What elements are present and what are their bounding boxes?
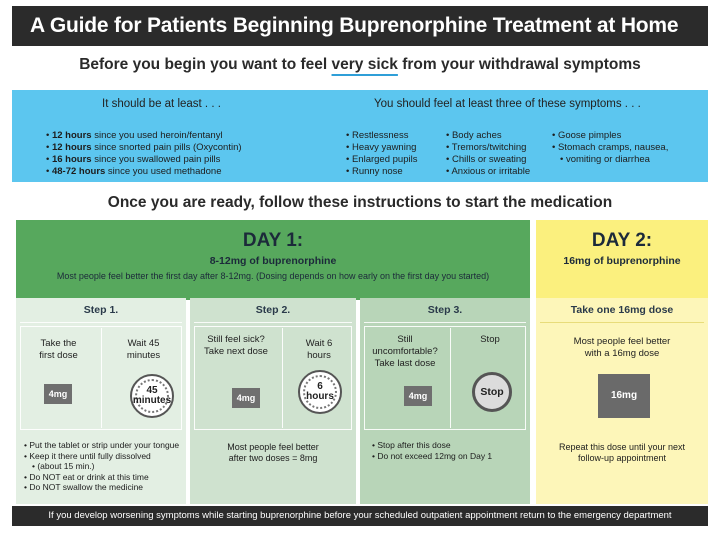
step3-column <box>360 298 530 504</box>
emergency-footer: If you develop worsening symptoms while starting buprenorphine before your scheduled outpatient appointment return to the emergency department <box>12 506 708 526</box>
symptom-item: • Heavy yawning <box>346 142 446 154</box>
step1-heading: Step 1. <box>83 304 119 316</box>
timing-item: • 48-72 hours since you used methadone <box>46 166 346 178</box>
clock-icon: 6 hours <box>298 370 342 414</box>
dose-4mg-pill: 4mg <box>232 388 260 408</box>
dose-4mg-pill: 4mg <box>44 384 72 404</box>
step3-instructions <box>372 440 532 461</box>
symptoms-col2 <box>446 130 556 178</box>
symptom-item: • Goose pimples <box>552 130 702 142</box>
symptom-item: • Restlessness <box>346 130 446 142</box>
timing-item: • 12 hours since snorted pain pills (Oxycontin) <box>46 142 346 154</box>
step1-wait-label: Wait 45 minutes <box>126 338 161 361</box>
page-title: A Guide for Patients Beginning Buprenorphine Treatment at Home <box>12 6 708 46</box>
day2-subtitle: 16mg of buprenorphine <box>563 255 681 267</box>
step1-take-label: Take the first dose <box>39 338 78 361</box>
step2-note: Most people feel better after two doses = 8mg <box>227 442 319 463</box>
day1-note: Most people feel better the first day after 8-12mg. (Dosing depends on how early on the first day you started) <box>56 271 490 281</box>
symptom-item: • vomiting or diarrhea <box>552 154 702 166</box>
day2-column <box>536 298 708 504</box>
day2-feel-label: Most people feel better with a 16mg dose <box>573 336 671 359</box>
follow-heading: Once you are ready, follow these instructions to start the medication <box>107 194 613 211</box>
divider <box>540 322 704 323</box>
step2-take-label: Still feel sick? Take next dose <box>204 334 268 357</box>
day2-repeat-note: Repeat this dose until your next follow-up appointment <box>558 442 686 463</box>
step2-column <box>190 298 356 504</box>
stop-sign-icon: Stop <box>472 372 512 412</box>
before-emphasis: very sick <box>331 56 398 73</box>
divider <box>20 322 182 323</box>
divider <box>364 322 526 323</box>
instruction-item: • Keep it there until fully dissolved <box>24 451 184 462</box>
symptom-item: • Tremors/twitching <box>446 142 556 154</box>
symptoms-col3 <box>552 130 702 166</box>
instruction-item: • Do NOT swallow the medicine <box>24 482 184 493</box>
instruction-item: • Do not exceed 12mg on Day 1 <box>372 451 532 462</box>
dose-16mg-pill: 16mg <box>598 374 650 418</box>
instruction-item: • Do NOT eat or drink at this time <box>24 472 184 483</box>
day1-title: DAY 1: <box>242 230 304 251</box>
timing-item: • 12 hours since you used heroin/fentanyl <box>46 130 346 142</box>
symptom-item: • Chills or sweating <box>446 154 556 166</box>
instruction-item: • Stop after this dose <box>372 440 532 451</box>
instruction-item: • Put the tablet or strip under your tongue <box>24 440 184 451</box>
instruction-item: • (about 15 min.) <box>24 461 184 472</box>
step1-column <box>16 298 186 504</box>
step1-instructions <box>24 440 184 493</box>
step3-take-label: Still uncomfortable? Take last dose <box>372 334 438 369</box>
day1-banner <box>16 220 530 300</box>
timing-item: • 16 hours since you swallowed pain pills <box>46 154 346 166</box>
timing-heading: It should be at least . . . <box>102 98 221 110</box>
divider <box>194 322 352 323</box>
step3-stop-label: Stop <box>480 334 500 345</box>
symptom-item: • Runny nose <box>346 166 446 178</box>
guide-page <box>12 6 708 526</box>
symptom-item: • Body aches <box>446 130 556 142</box>
symptoms-heading: You should feel at least three of these symptoms . . . <box>374 98 641 110</box>
before-prefix: Before you begin you want to feel <box>79 56 332 73</box>
dose-4mg-pill: 4mg <box>404 386 432 406</box>
day1-subtitle: 8-12mg of buprenorphine <box>209 255 337 267</box>
step3-heading: Step 3. <box>427 304 463 316</box>
timing-list <box>46 130 346 178</box>
symptom-item: • Enlarged pupils <box>346 154 446 166</box>
symptom-item: • Anxious or irritable <box>446 166 556 178</box>
symptom-item: • Stomach cramps, nausea, <box>552 142 702 154</box>
symptoms-col1 <box>346 130 446 178</box>
before-suffix: from your withdrawal symptoms <box>397 56 641 73</box>
day2-title: DAY 2: <box>591 230 653 251</box>
step2-heading: Step 2. <box>255 304 291 316</box>
clock-icon: 45 minutes <box>130 374 174 418</box>
day2-banner <box>536 220 708 300</box>
withdrawal-panel <box>12 90 708 182</box>
before-heading <box>12 56 708 74</box>
step2-wait-label: Wait 6 hours <box>305 338 333 361</box>
day2-step-heading: Take one 16mg dose <box>570 304 674 316</box>
